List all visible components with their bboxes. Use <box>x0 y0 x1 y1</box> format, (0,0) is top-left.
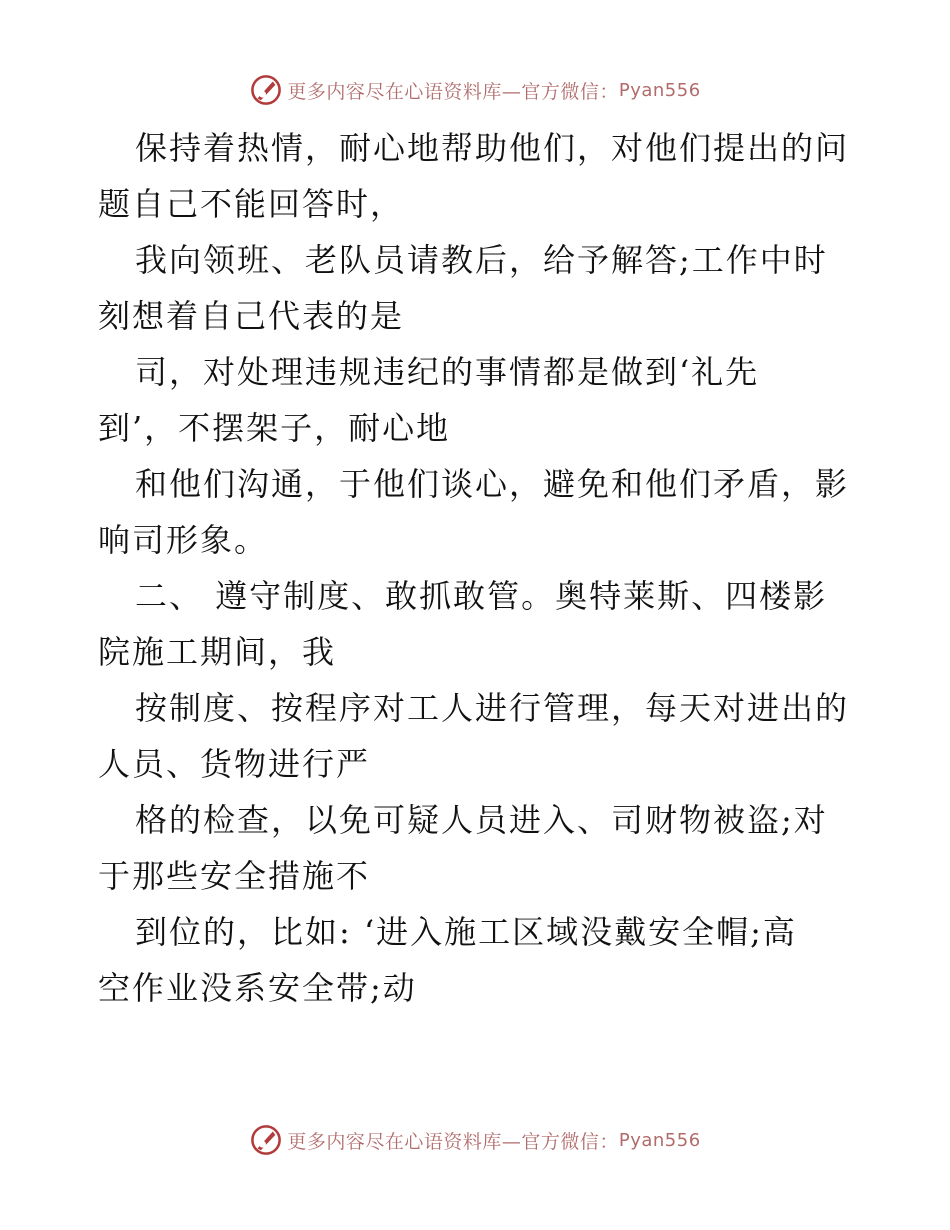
text-line: 院施工期间，我 <box>98 633 337 671</box>
text-line: 人员、货物进行严 <box>98 745 371 783</box>
text-line: 到位的，比如: ‘进入施工区域没戴安全帽;高 <box>135 913 797 951</box>
text-line: 刻想着自己代表的是 <box>98 297 405 335</box>
text-line: 和他们沟通，于他们谈心，避免和他们矛盾，影 <box>135 465 850 503</box>
text-line: 题自己不能回答时， <box>98 185 405 223</box>
text-line: 司，对处理违规违纪的事情都是做到‘礼先 <box>135 353 760 391</box>
wechat-handle: Pyan556 <box>618 1129 701 1151</box>
body-text <box>98 120 858 1016</box>
text-line: 二、 遵守制度、敢抓敢管。奥特莱斯、四楼影 <box>135 577 828 615</box>
text-line: 响司形象。 <box>98 521 269 559</box>
quill-logo-icon <box>249 73 283 107</box>
text-line: 空作业没系安全带;动 <box>98 969 417 1007</box>
wechat-handle: Pyan556 <box>618 79 701 101</box>
text-line: 保持着热情，耐心地帮助他们，对他们提出的问 <box>135 129 850 167</box>
header-banner <box>0 70 950 110</box>
text-line: 于那些安全措施不 <box>98 857 371 895</box>
footer-banner <box>0 1120 950 1160</box>
text-line: 我向领班、老队员请教后，给予解答;工作中时 <box>135 241 828 279</box>
text-line: 到’，不摆架子，耐心地 <box>98 409 451 447</box>
quill-logo-icon <box>249 1123 283 1157</box>
banner-text: 更多内容尽在心语资料库—官方微信： <box>287 1130 619 1153</box>
banner-text: 更多内容尽在心语资料库—官方微信： <box>287 80 619 103</box>
text-line: 格的检查，以免可疑人员进入、司财物被盗;对 <box>135 801 828 839</box>
text-line: 按制度、按程序对工人进行管理，每天对进出的 <box>135 689 850 727</box>
